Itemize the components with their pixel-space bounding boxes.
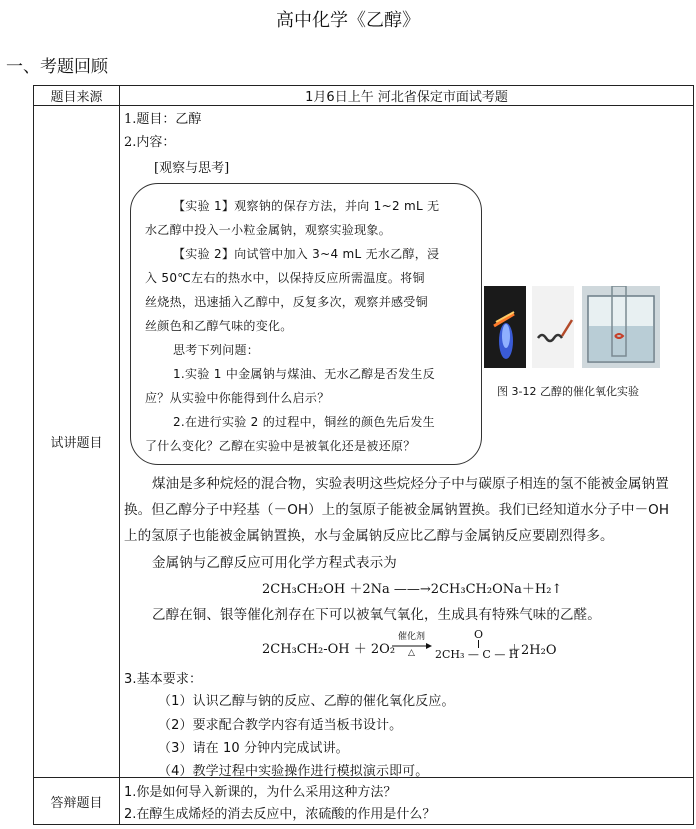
equation-product: 2CH₃ — C — H [435, 648, 519, 661]
answer-question-2: 2.在醇生成烯烃的消去反应中，浓硫酸的作用是什么？ [124, 807, 436, 822]
requirement-item: （3）请在 10 分钟内完成试讲。 [158, 741, 349, 756]
carbonyl-oxygen: O [474, 628, 484, 641]
section-heading: 一、考题回顾 [6, 57, 108, 77]
row-label-main: 试讲题目 [34, 106, 120, 778]
box-line: 水乙醇中投入一小粒金属钠，观察实验现象。 [145, 223, 392, 237]
box-line: 思考下列问题： [173, 343, 260, 357]
figure-caption: 图 3-12 乙醇的催化氧化实验 [497, 385, 639, 398]
box-line: 应？从实验中你能得到什么启示？ [145, 391, 330, 405]
observe-label: [观察与思考] [154, 161, 230, 176]
header-value: 1月6日上午 河北省保定市面试考题 [120, 86, 694, 106]
content-label: 2.内容： [124, 135, 176, 150]
equation-oxidation-right: ＋2H₂O [508, 643, 557, 658]
box-line: 【实验 2】向试管中加入 3~4 mL 无水乙醇，浸 [173, 247, 440, 261]
requirements-label: 3.基本要求： [124, 672, 203, 687]
box-line: 丝颜色和乙醇气味的变化。 [145, 319, 293, 333]
equation-sodium: 2CH₃CH₂OH ＋2Na ——→2CH₃CH₂ONa＋H₂↑ [262, 582, 563, 597]
equation-oxidation-left: 2CH₃CH₂-OH ＋ 2O₂ [262, 642, 396, 657]
oxidation-paragraph: 乙醇在铜、银等催化剂存在下可以被氧气氧化，生成具有特殊气味的乙醛。 [152, 607, 601, 623]
box-line: 【实验 1】观察钠的保存方法，并向 1~2 mL 无 [173, 199, 440, 213]
paragraph-line: 金属钠与乙醇反应可用化学方程式表示为 [152, 555, 397, 571]
box-line: 1.实验 1 中金属钠与煤油、无水乙醇是否发生反 [173, 367, 435, 381]
carbonyl-bond [478, 640, 480, 648]
requirement-item: （1）认识乙醇与钠的反应、乙醇的催化氧化反应。 [158, 694, 455, 709]
answer-question-1: 1.你是如何导入新课的，为什么采用这种方法？ [124, 785, 397, 800]
equation-catalyst: 催化剂 [398, 632, 426, 642]
flame-photo [484, 286, 526, 368]
page-title: 高中化学《乙醇》 [276, 10, 420, 31]
answer-content [120, 778, 693, 824]
requirement-item: （2）要求配合教学内容有适当板书设计。 [158, 718, 403, 733]
paragraph-line: 煤油是多种烷烃的混合物，实验表明这些烷烃分子中与碳原子相连的氢不能被金属钠置 [152, 476, 669, 492]
box-line: 2.在进行实验 2 的过程中，铜丝的颜色先后发生 [173, 415, 435, 429]
experiment-box [130, 183, 482, 465]
paragraph-line: 换。但乙醇分子中羟基（－OH）上的氢原子能被金属钠置换。我们已经知道水分子中－OH [124, 502, 670, 518]
topic-line: 1.题目：乙醇 [124, 112, 202, 127]
row-label-answer: 答辩题目 [34, 778, 120, 825]
requirement-item: （4）教学过程中实验操作进行模拟演示即可。 [158, 764, 429, 779]
box-line: 入 50℃左右的热水中，以保持反应所需温度。将铜 [145, 271, 425, 285]
paragraph-line: 上的氢原子也能被金属钠置换，水与金属钠反应比乙醇与金属钠反应要剧烈得多。 [124, 528, 614, 544]
beaker-photo [582, 286, 660, 368]
box-line: 丝烧热，迅速插入乙醇中，反复多次，观察并感受铜 [145, 295, 428, 309]
equation-heat: △ [408, 648, 415, 658]
header-label: 题目来源 [34, 86, 120, 106]
copper-wire-photo [532, 286, 574, 368]
box-line: 了什么变化？乙醇在实验中是被氧化还是被还原？ [145, 439, 416, 453]
